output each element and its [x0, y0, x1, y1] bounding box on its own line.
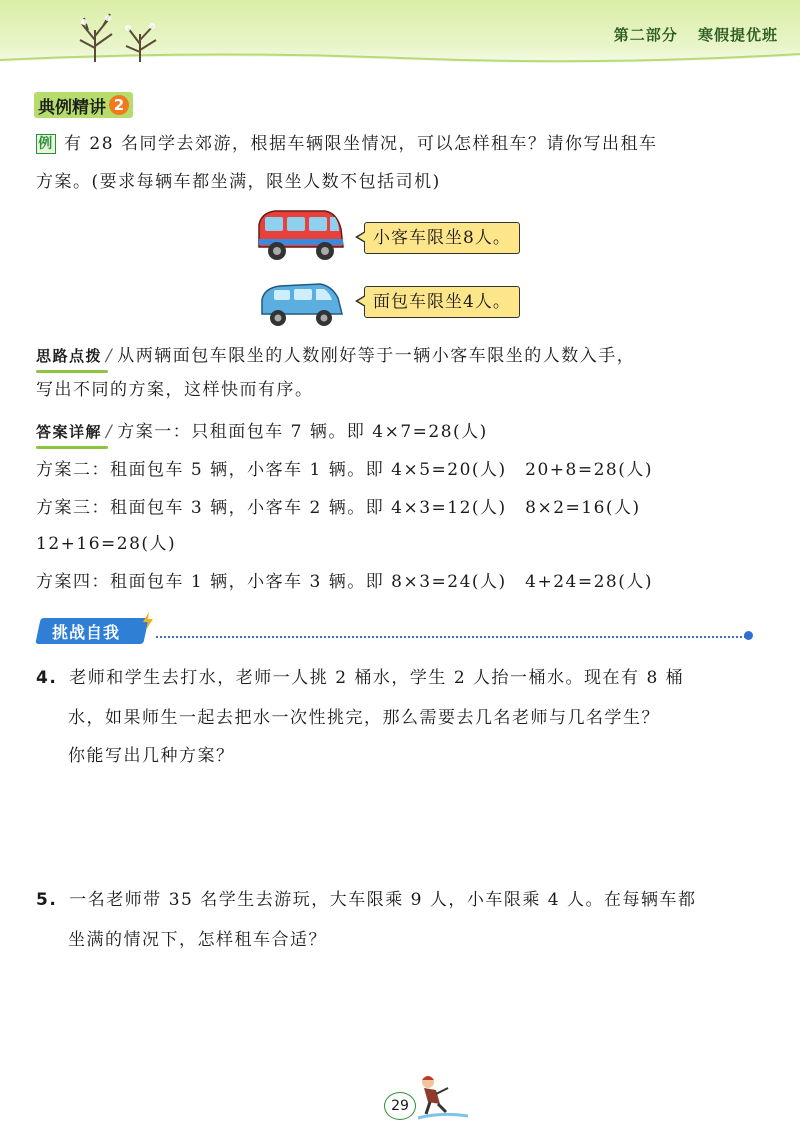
hint-line2: 写出不同的方案，这样快而有序。	[36, 380, 314, 400]
bubble-car-capacity: 小客车限坐8人。	[364, 222, 520, 254]
question-5-line2: 坐满的情况下，怎样租车合适？	[68, 930, 327, 950]
example-heading	[34, 92, 133, 118]
answer-line3a: 方案三：租面包车 3 辆，小客车 2 辆。即 4×3=12(人) 8×2=16(人)	[36, 498, 641, 518]
question-4-line3: 你能写出几种方案？	[68, 746, 235, 766]
answer-line3b: 12+16=28(人)	[36, 534, 177, 554]
question-5-line1: 5. 一名老师带 35 名学生去游玩，大车限乘 9 人，小车限乘 4 人。在每辆车都	[36, 890, 697, 910]
question-4-line2: 水，如果师生一起去把水一次性挑完，那么需要去几名老师与几名学生？	[68, 708, 660, 728]
series-label: 寒假提优班	[697, 26, 778, 44]
example-marker: 例	[36, 134, 56, 154]
van-illustration	[258, 278, 344, 328]
hint-line1: 思路点拨 / 从两辆面包车限坐的人数刚好等于一辆小客车限坐的人数入手，	[36, 340, 635, 372]
part-label: 第二部分	[613, 26, 678, 44]
lightning-icon	[142, 612, 154, 630]
answer-slash-icon: /	[106, 422, 114, 442]
challenge-label: 挑战自我	[52, 623, 121, 642]
answer-label: 答案详解	[36, 416, 102, 448]
hint-label: 思路点拨	[36, 340, 102, 372]
bubble-van-capacity: 面包车限坐4人。	[364, 286, 520, 318]
challenge-divider	[156, 636, 746, 638]
hint-slash-icon: /	[106, 346, 114, 366]
minibus-illustration	[255, 205, 345, 263]
example-heading-text: 典例精讲	[38, 97, 106, 118]
section-label	[600, 24, 778, 45]
divider-end-dot	[744, 631, 753, 640]
answer-line4: 方案四：租面包车 1 辆，小客车 3 辆。即 8×3=24(人) 4+24=28(人)	[36, 572, 653, 592]
question-4-number: 4.	[36, 668, 58, 688]
example-heading-number: 2	[109, 95, 129, 115]
example-problem-line2: 方案。(要求每辆车都坐满，限坐人数不包括司机)	[36, 172, 441, 192]
example-problem-line1: 例 有 28 名同学去郊游，根据车辆限坐情况，可以怎样租车？请你写出租车	[36, 128, 657, 160]
question-5-number: 5.	[36, 890, 58, 910]
answer-line2: 方案二：租面包车 5 辆，小客车 1 辆。即 4×5=20(人) 20+8=28(人)	[36, 460, 653, 480]
page-number: 29	[384, 1092, 416, 1120]
skater-illustration	[414, 1072, 470, 1124]
answer-line1: 答案详解 / 方案一：只租面包车 7 辆。即 4×7=28(人)	[36, 416, 488, 448]
question-4-line1: 4. 老师和学生去打水，老师一人挑 2 桶水，学生 2 人抬一桶水。现在有 8 桶	[36, 668, 685, 688]
